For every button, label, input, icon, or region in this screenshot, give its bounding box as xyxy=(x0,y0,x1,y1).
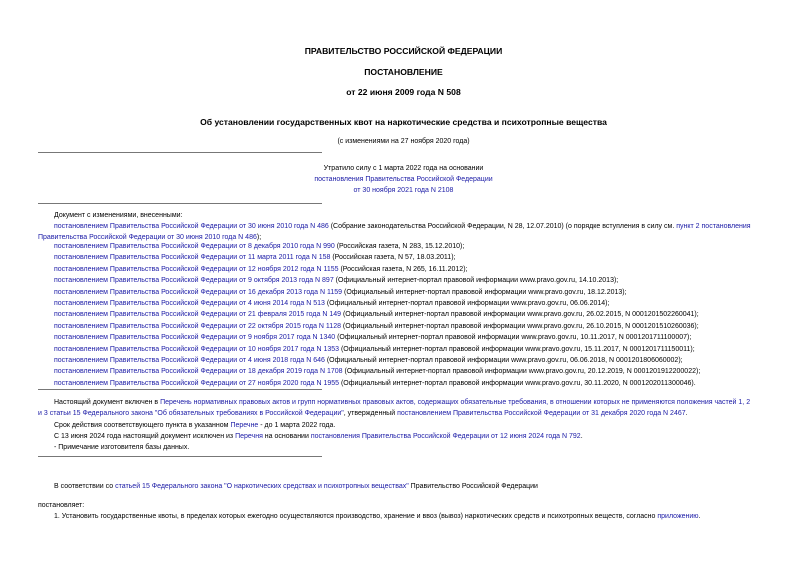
change-source: (Официальный интернет-портал правовой информации www.pravo.gov.ru, 18.12.2013); xyxy=(342,288,627,296)
change-link[interactable]: постановлением Правительства Российской Федерации от 21 февраля 2015 года N 149 xyxy=(54,311,341,319)
note-text: Срок действия соответствующего пункта в указанном xyxy=(54,422,231,429)
change-link[interactable]: постановлением Правительства Российской Федерации от 22 октября 2015 года N 1128 xyxy=(54,322,341,330)
note-producer: - Примечание изготовителя базы данных. xyxy=(54,444,190,451)
body-text: В соответствии со xyxy=(54,483,116,490)
void-decree-link[interactable]: постановления Правительства Российской Федерации xyxy=(314,176,493,183)
change-link[interactable]: постановлением Правительства Российской Федерации от 9 октября 2013 года N 897 xyxy=(54,277,334,285)
change-source: (Официальный интернет-портал правовой информации www.pravo.gov.ru, 26.02.2015, N 0001201502260041); xyxy=(341,311,699,319)
change-link[interactable]: постановлением Правительства Российской Федерации от 12 ноября 2012 года N 1155 xyxy=(54,265,339,273)
void-notice-line: Утратило силу с 1 марта 2022 года на основании xyxy=(323,165,484,172)
list-item xyxy=(54,287,774,298)
change-link[interactable]: постановлением Правительства Российской Федерации от 8 декабря 2010 года N 990 xyxy=(54,243,335,250)
change-source: (Официальный интернет-портал правовой информации www.pravo.gov.ru, 26.10.2015, N 0001201510260036); xyxy=(340,322,699,330)
change-item-first xyxy=(54,223,751,230)
change-source: (Собрание законодательства Российской Федерации, N 28, 12.07.2010) (о порядке вступления в силу см. xyxy=(328,223,677,230)
exclusion-decree-link[interactable]: постановления Правительства Российской Федерации от 12 июня 2024 года N 792 xyxy=(310,433,581,440)
change-source: (Официальный интернет-портал правовой информации www.pravo.gov.ru, 15.11.2017, N 0001201711150011); xyxy=(339,345,695,353)
list-item xyxy=(54,264,774,275)
changes-list xyxy=(54,241,774,389)
list-item xyxy=(54,241,774,252)
list-item xyxy=(54,378,774,389)
list-item xyxy=(54,321,774,332)
note-text: С 13 июня 2024 года настоящий документ исключен из xyxy=(54,433,236,440)
change-source: (Официальный интернет-портал правовой информации www.pravo.gov.ru, 20.12.2019, N 0001201912200022); xyxy=(342,368,701,376)
divider xyxy=(38,152,322,153)
change-link[interactable]: постановлением Правительства Российской Федерации от 9 ноября 2017 года N 1340 xyxy=(54,334,336,342)
change-source: (Российская газета, N 283, 15.12.2010); xyxy=(334,243,465,250)
list-item xyxy=(54,275,774,286)
body-text: 1. Установить государственные квоты, в пределах которых ежегодно осуществляются производство, хранение и ввоз (вывоз) наркотических средств и психотропных веществ, согласно xyxy=(54,513,658,520)
list-item xyxy=(54,252,774,263)
note-validity xyxy=(54,420,335,431)
change-source: (Официальный интернет-портал правовой информации www.pravo.gov.ru, 30.11.2020, N 0001202011300046). xyxy=(339,379,696,387)
registry-link[interactable]: Перечень нормативных правовых актов и групп нормативных правовых актов, содержащих обязательные требования, в отношении которых не применяются положения частей 1, 2 xyxy=(160,399,751,406)
change-item-first-cont xyxy=(38,234,261,241)
note-text: , утвержденный xyxy=(343,410,398,417)
note-text: . xyxy=(685,410,688,417)
approving-decree-link[interactable]: постановлением Правительства Российской Федерации от 31 декабря 2020 года N 2467 xyxy=(397,410,686,417)
note-text: - до 1 марта 2022 года. xyxy=(258,422,336,429)
change-link[interactable]: постановлением Правительства Российской Федерации от 4 июня 2018 года N 646 xyxy=(54,356,325,364)
list-item xyxy=(54,332,774,343)
note-registry xyxy=(54,397,750,408)
doc-title: Об установлении государственных квот на наркотические средства и психотропные вещества xyxy=(200,117,607,127)
law-article-link[interactable]: статьей 15 Федерального закона "О наркотических средствах и психотропных веществах" xyxy=(115,483,409,490)
list-item xyxy=(54,344,774,355)
registry-short-link[interactable]: Перечне xyxy=(230,422,259,429)
change-source: (Официальный интернет-портал правовой информации www.pravo.gov.ru, 14.10.2013); xyxy=(333,277,619,285)
change-clause-link-cont[interactable]: Правительства Российской Федерации от 30 июня 2010 года N 486 xyxy=(38,234,257,241)
void-decree-date-link[interactable]: от 30 ноября 2021 года N 2108 xyxy=(353,187,454,194)
list-item xyxy=(54,355,774,366)
change-link[interactable]: постановлением Правительства Российской Федерации от 18 декабря 2019 года N 1708 xyxy=(54,368,343,376)
change-link[interactable]: постановлением Правительства Российской Федерации от 27 ноября 2020 года N 1955 xyxy=(54,379,340,387)
change-source: (Официальный интернет-портал правовой информации www.pravo.gov.ru, 10.11.2017, N 0001201711100007); xyxy=(335,334,692,342)
note-text: Настоящий документ включен в xyxy=(54,399,161,406)
body-text: Правительство Российской Федерации xyxy=(408,483,538,490)
change-source: (Официальный интернет-портал правовой информации www.pravo.gov.ru, 06.06.2018, N 0001201806060002); xyxy=(324,356,683,364)
list-item xyxy=(54,309,774,320)
revision-note: (с изменениями на 27 ноября 2020 года) xyxy=(337,138,470,145)
change-clause-link[interactable]: пункт 2 постановления xyxy=(676,223,751,230)
doc-date-number: от 22 июня 2009 года N 508 xyxy=(346,87,461,97)
note-text: . xyxy=(580,433,583,440)
list-item xyxy=(54,298,774,309)
federal-law-link[interactable]: и 3 статьи 15 Федерального закона "Об обязательных требованиях в Российской Федерации" xyxy=(38,410,344,417)
body-text: . xyxy=(698,513,701,520)
divider xyxy=(38,456,322,457)
note-text: на основании xyxy=(262,433,311,440)
doc-type-heading: ПОСТАНОВЛЕНИЕ xyxy=(364,67,443,77)
note-registry-cont xyxy=(38,408,688,419)
divider xyxy=(38,203,322,204)
changes-heading: Документ с изменениями, внесенными: xyxy=(54,212,183,219)
change-link[interactable]: постановлением Правительства Российской Федерации от 16 декабря 2013 года N 1159 xyxy=(54,288,343,296)
appendix-link[interactable]: приложению xyxy=(657,513,699,520)
change-source: (Российская газета, N 57, 18.03.2011); xyxy=(330,254,456,262)
change-source: (Российская газета, N 265, 16.11.2012); xyxy=(338,265,468,273)
change-link[interactable]: постановлением Правительства Российской Федерации от 10 ноября 2017 года N 1353 xyxy=(54,345,340,353)
divider xyxy=(38,389,322,390)
list-item xyxy=(54,366,774,377)
change-link[interactable]: постановлением Правительства Российской Федерации от 30 июня 2010 года N 486 xyxy=(54,223,329,230)
change-source: (Официальный интернет-портал правовой информации www.pravo.gov.ru, 06.06.2014); xyxy=(324,299,610,307)
registry-short-link[interactable]: Перечня xyxy=(235,433,263,440)
org-heading: ПРАВИТЕЛЬСТВО РОССИЙСКОЙ ФЕДЕРАЦИИ xyxy=(304,46,503,56)
note-excluded xyxy=(54,431,583,442)
change-link[interactable]: постановлением Правительства Российской Федерации от 4 июня 2014 года N 513 xyxy=(54,299,325,307)
change-source: ); xyxy=(256,234,262,241)
preamble xyxy=(54,481,538,492)
clause-1 xyxy=(54,511,701,522)
resolves-text: постановляет: xyxy=(38,502,85,509)
change-link[interactable]: постановлением Правительства Российской Федерации от 11 марта 2011 года N 158 xyxy=(54,254,331,262)
